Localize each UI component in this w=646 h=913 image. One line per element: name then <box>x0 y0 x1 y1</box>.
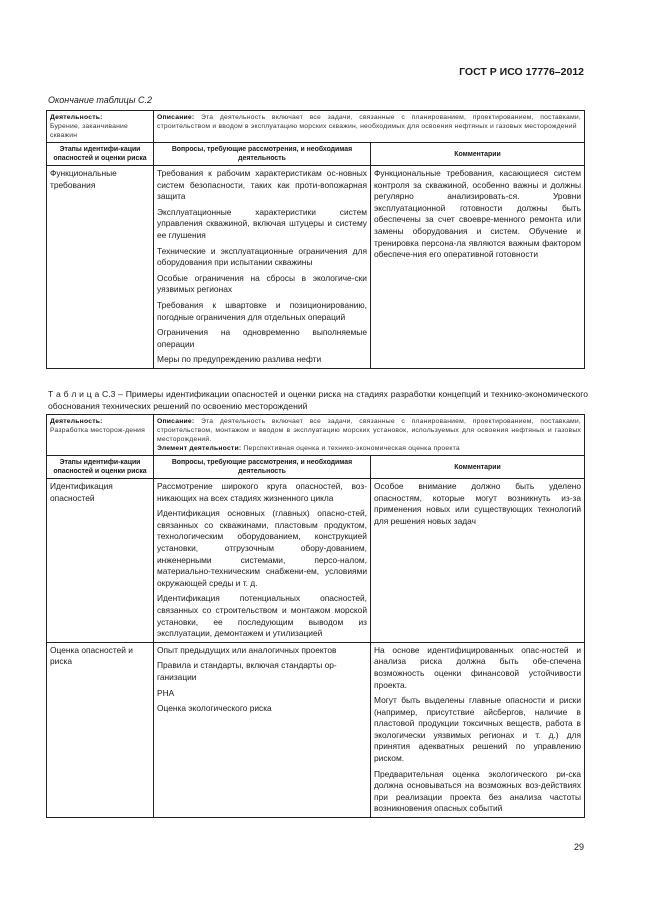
questions-cell <box>154 166 371 369</box>
column-header-row <box>47 456 585 479</box>
table-row <box>47 166 585 369</box>
page-number: 29 <box>573 842 584 852</box>
activity-label: Деятельность: <box>50 114 103 121</box>
questions-cell <box>154 642 371 817</box>
stage-cell: Функциональные требования <box>47 166 154 369</box>
table-c2-end-caption: Окончание таблицы С.2 <box>48 95 152 105</box>
question-item: Эксплуатационные характеристики систем управления скважиной, включая штуцеры и систему ее глушения <box>157 206 367 240</box>
col-questions-header: Вопросы, требующие рассмотрения, и необходимая деятельность <box>154 143 371 166</box>
stage-cell: Идентификация опасностей <box>47 479 154 643</box>
question-item: Особые ограничения на сбросы в экологиче-ски уязвимых регионах <box>157 272 367 295</box>
description-value: Эта деятельность включает все задачи, связанные с планированием, проектированием, поставками, строительством и вводом в эксплуатацию морских скважин, необходимых для освоения нефтяных и газовых месторождений <box>157 114 581 130</box>
activity-cell <box>47 415 154 456</box>
question-item: Идентификация основных (главных) опасно-стей, связанных со скважинами, пластовым продуктом, технологическим оборудованием, конструкцией установки, отгрузочным обору-дованием, инженерными системами, персо-налом, материально-техническим снабжени-ем, условиями окружающей среды и т. д. <box>157 508 367 588</box>
comments-cell: Функциональные требования, касающиеся систем контроля за скважиной, особенно важны и должны регулярно анализировать-ся. Уровни эксплуатационной готовности должны быть обеспечены за счет своевре-менного ремонта или замены оборудования и систем. Обучение и тренировка персона-ла являются важным фактором обеспече-ния его оперативной готовности <box>371 166 585 369</box>
question-item: Оценка экологического риска <box>157 703 272 714</box>
question-item: Правила и стандарты, включая стандарты ор-ганизации <box>157 660 337 682</box>
table-row <box>47 479 585 643</box>
comment-item: Предварительная оценка экологического ри-ска должна основываться на возможных воз-действиях при реализации проекта без анализа частоты возникновения опасных событий <box>374 768 582 814</box>
question-item: Меры по предупреждению разлива нефти <box>157 354 322 365</box>
column-header-row <box>47 143 585 166</box>
activity-cell <box>47 111 154 143</box>
table-header-row <box>47 415 585 456</box>
description-cell <box>154 415 585 456</box>
comment-item: На основе идентифицированных опас-ностей и анализа риска должна быть обе-спечена возможность оценки финансовой устойчивости проекта. <box>374 644 582 690</box>
table-c3 <box>46 414 585 818</box>
comments-cell <box>371 479 585 643</box>
col-stage-header: Этапы идентифи-кации опасностей и оценки риска <box>47 456 154 479</box>
table-c3-caption: Т а б л и ц а С.3 – Примеры идентификации опасностей и оценки риска на стадиях разработки концепций и технико-экономического обоснования технических решений по освоению месторождений <box>48 389 588 411</box>
element-label: Элемент деятельности: <box>157 445 242 452</box>
description-label: Описание: <box>157 114 195 121</box>
question-item: РНА <box>157 687 175 698</box>
question-item: Технические и эксплуатационные ограничения для оборудования при испытании скважины <box>157 245 367 268</box>
comment-item: Особое внимание должно быть уделено опасностям, которые могут возникнуть из-за применения новых или существующих технологий для решения новых задач <box>374 481 582 526</box>
table-c2-end <box>46 110 585 369</box>
table-row <box>47 642 585 817</box>
activity-value: Разработка месторож-дения <box>50 427 146 434</box>
comments-cell <box>371 642 585 817</box>
question-item: Рассмотрение широкого круга опасностей, воз-никающих на всех стадиях жизненного цикла <box>157 481 367 503</box>
question-item: Требования к швартовке и позиционированию, погодные ограничения для отдельных операций <box>157 299 367 322</box>
standard-code: ГОСТ Р ИСО 17776–2012 <box>459 66 584 78</box>
question-item: Опыт предыдущих или аналогичных проектов <box>157 644 337 655</box>
col-stage-header: Этапы идентифи-кации опасностей и оценки риска <box>47 143 154 166</box>
table-header-row <box>47 111 585 143</box>
comment-item: Могут быть выделены главные опасности и риски (например, присутствие айсбергов, наличие в пластовой продукции токсичных веществ, работа в экологически уязвимых регионах и т. д.) для принятия адекватных решений по управлению риском. <box>374 695 582 764</box>
description-cell <box>154 111 585 143</box>
col-questions-header: Вопросы, требующие рассмотрения, и необходимая деятельность <box>154 456 371 479</box>
col-comments-header: Комментарии <box>371 143 585 166</box>
description-label: Описание: <box>157 418 195 425</box>
description-value: Эта деятельность включает все задачи, связанные с планированием, проектированием, поставками, строительством, монтажом и вводом в эксплуатацию морских установок, используемых для освоения нефтяных и газовых месторождений. <box>157 418 582 443</box>
element-value: Перспективная оценка и технико-экономическая оценка проекта <box>243 445 460 452</box>
stage-cell: Оценка опасностей и риска <box>47 642 154 817</box>
activity-value: Бурение, заканчивание скважин <box>50 123 129 139</box>
activity-label: Деятельность: <box>50 418 103 425</box>
question-item: Идентификация потенциальных опасностей, связанных со строительством и монтажом морской установки, ее последующим выводом из эксплуатации, демонтажем и утилизацией <box>157 593 367 639</box>
questions-cell <box>154 479 371 643</box>
question-item: Ограничения на одновременно выполняемые операции <box>157 327 367 349</box>
col-comments-header: Комментарии <box>371 456 585 479</box>
question-item: Требования к рабочим характеристикам ос-новных систем безопасности, таких как проти-вопожарная защита <box>157 168 367 202</box>
